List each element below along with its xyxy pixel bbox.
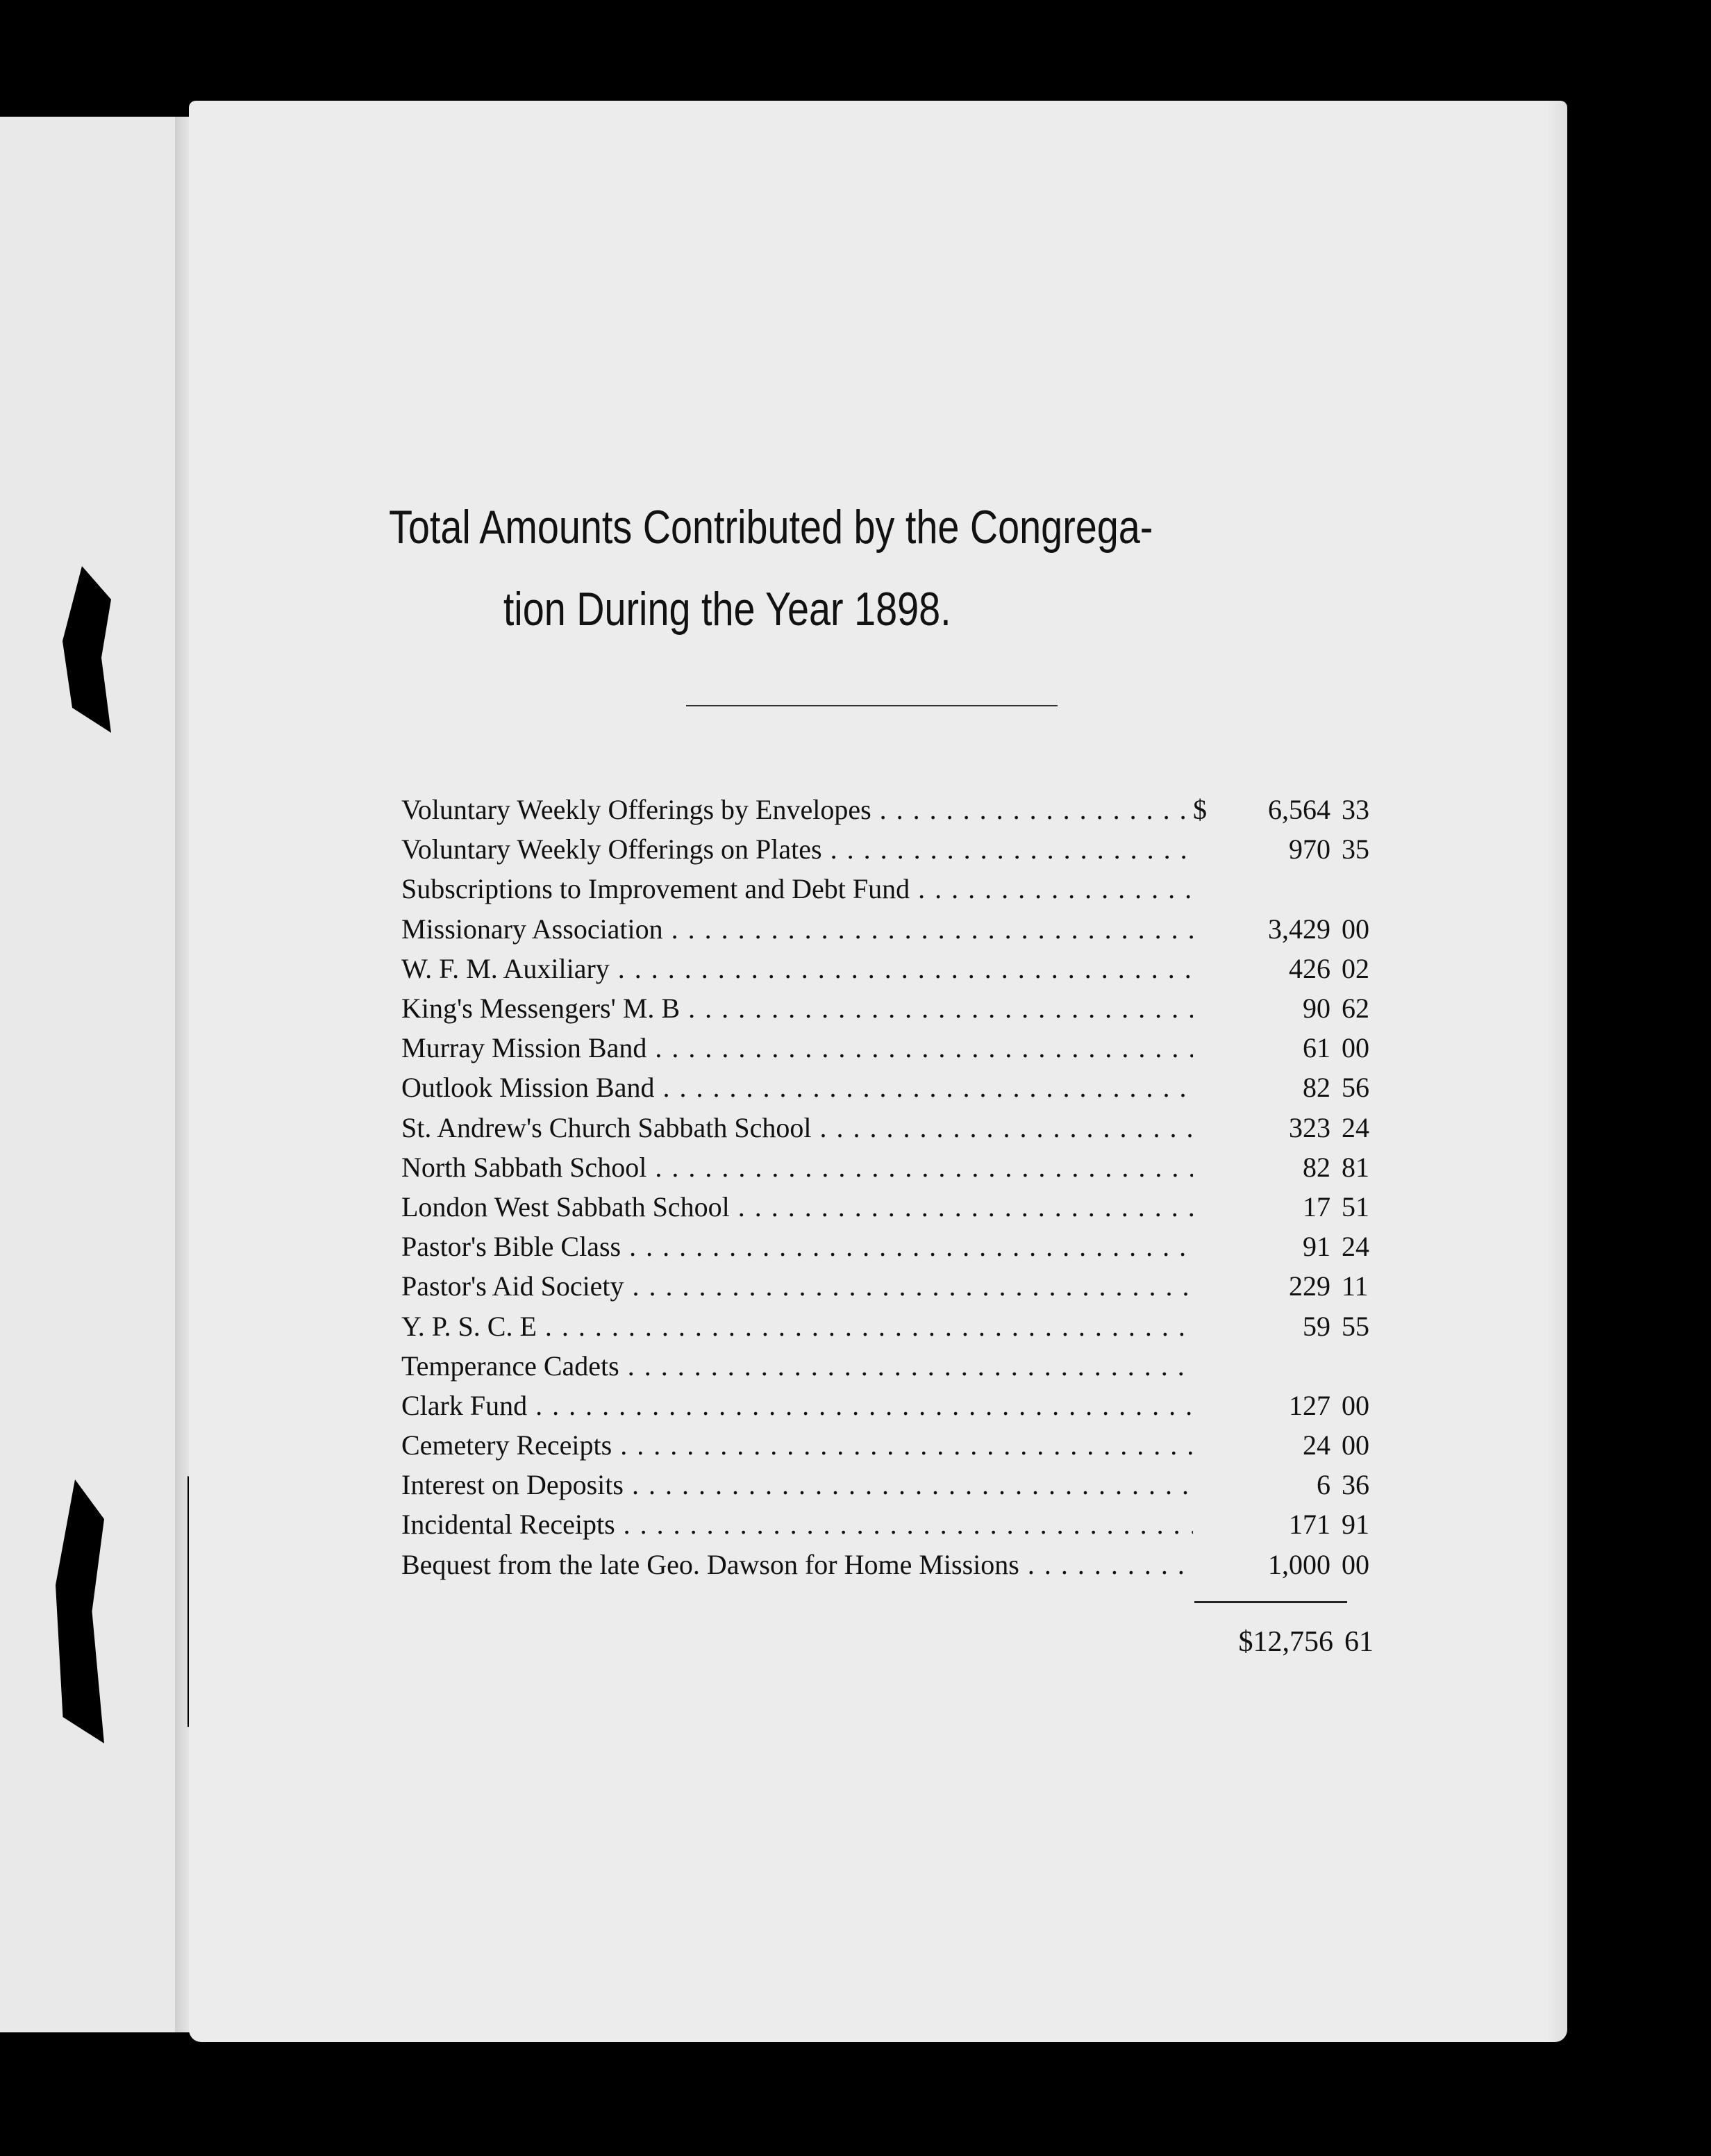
- table-row: [401, 988, 1387, 1028]
- row-cents: 35: [1342, 834, 1369, 865]
- row-cents: 00: [1342, 1389, 1369, 1421]
- row-label: North Sabbath School . . .: [401, 1151, 1193, 1184]
- row-dollar-sign: $: [1193, 794, 1207, 826]
- row-label: Clark Fund . . .: [401, 1389, 1193, 1422]
- page-title: [389, 486, 1186, 650]
- row-dollars: 3,429: [1268, 913, 1330, 945]
- row-label: W. F. M. Auxiliary . . .: [401, 952, 1193, 985]
- row-dollars: 82: [1303, 1151, 1330, 1183]
- row-label: Pastor's Bible Class . . .: [401, 1230, 1193, 1263]
- row-label: London West Sabbath School . . .: [401, 1191, 1193, 1223]
- table-row: [401, 1266, 1387, 1306]
- table-row: [401, 869, 1387, 909]
- row-cents: 91: [1342, 1509, 1369, 1541]
- row-label: Bequest from the late Geo. Dawson for Home Missions . . .: [401, 1548, 1193, 1581]
- page-title-line-1: Total Amounts Contributed by the Congrega-: [389, 501, 1153, 554]
- row-amount: [1193, 1465, 1385, 1504]
- grand-total-cents: 61: [1344, 1626, 1374, 1658]
- table-row: [401, 1346, 1387, 1386]
- row-amount: [1193, 790, 1385, 829]
- row-label: Incidental Receipts . . .: [401, 1508, 1193, 1541]
- row-cents: 51: [1342, 1191, 1369, 1222]
- row-cents: 81: [1342, 1151, 1369, 1183]
- row-cents: 55: [1342, 1310, 1369, 1342]
- table-row: [401, 1147, 1387, 1187]
- row-dollars: 17: [1303, 1191, 1330, 1222]
- row-amount: [1193, 1227, 1385, 1266]
- row-amount: [1193, 1386, 1385, 1425]
- row-label: Pastor's Aid Society . . .: [401, 1270, 1193, 1302]
- row-dollars: 127: [1289, 1389, 1330, 1421]
- row-cents: 56: [1342, 1072, 1369, 1104]
- table-row: [401, 909, 1387, 949]
- row-label: Interest on Deposits . . .: [401, 1468, 1193, 1501]
- row-dollars: 6,564: [1268, 794, 1330, 826]
- row-dollars: 229: [1289, 1270, 1330, 1302]
- table-row: [401, 1227, 1387, 1266]
- row-label: Missionary Association . . .: [401, 913, 1193, 945]
- row-cents: 36: [1342, 1469, 1369, 1501]
- row-amount: [1193, 949, 1385, 988]
- table-row: [401, 1028, 1387, 1068]
- row-amount: [1193, 1504, 1385, 1544]
- row-label: St. Andrew's Church Sabbath School . . .: [401, 1111, 1193, 1144]
- table-row: [401, 790, 1387, 829]
- table-row: [401, 1545, 1387, 1584]
- table-row: [401, 1425, 1387, 1465]
- title-divider: [686, 705, 1058, 706]
- row-dollars: 426: [1289, 952, 1330, 984]
- row-amount: [1193, 1028, 1385, 1068]
- row-dollars: 91: [1303, 1231, 1330, 1263]
- row-amount: [1193, 1187, 1385, 1227]
- row-dollars: 90: [1303, 993, 1330, 1025]
- table-row: [401, 1306, 1387, 1345]
- row-cents: 02: [1342, 952, 1369, 984]
- grand-total-dollars: $12,756: [1238, 1626, 1333, 1658]
- row-dollars: 24: [1303, 1429, 1330, 1461]
- row-cents: 62: [1342, 993, 1369, 1025]
- row-dollars: 970: [1289, 834, 1330, 865]
- row-dollars: 59: [1303, 1310, 1330, 1342]
- row-label: Outlook Mission Band . . .: [401, 1071, 1193, 1104]
- row-label: Y. P. S. C. E . . .: [401, 1310, 1193, 1343]
- table-row: [401, 949, 1387, 988]
- row-amount: [1193, 909, 1385, 949]
- page-edge-shadow: [1546, 101, 1567, 2042]
- table-row: [401, 1187, 1387, 1227]
- row-label: Cemetery Receipts . . .: [401, 1429, 1193, 1461]
- row-amount: [1193, 1545, 1385, 1584]
- row-cents: 11: [1342, 1270, 1369, 1302]
- row-amount: [1193, 1068, 1385, 1107]
- row-amount: [1193, 988, 1385, 1028]
- row-amount: [1193, 869, 1385, 909]
- table-row: [401, 1068, 1387, 1107]
- row-label: Voluntary Weekly Offerings on Plates . . .: [401, 833, 1193, 865]
- row-amount: [1193, 1266, 1385, 1306]
- table-row: [401, 829, 1387, 869]
- page-title-line-2: tion During the Year 1898.: [503, 583, 951, 636]
- table-row: [401, 1465, 1387, 1504]
- row-cents: 00: [1342, 1548, 1369, 1580]
- row-amount: [1193, 1147, 1385, 1187]
- row-amount: [1193, 829, 1385, 869]
- row-cents: 00: [1342, 1032, 1369, 1064]
- row-dollars: 1,000: [1268, 1548, 1330, 1580]
- row-amount: [1193, 1306, 1385, 1345]
- row-amount: [1193, 1346, 1385, 1386]
- row-cents: 33: [1342, 794, 1369, 826]
- row-label: King's Messengers' M. B . . .: [401, 992, 1193, 1025]
- row-dollars: 61: [1303, 1032, 1330, 1064]
- row-dollars: 6: [1317, 1469, 1330, 1501]
- table-row: [401, 1504, 1387, 1544]
- total-rule: [1194, 1601, 1347, 1603]
- table-row: [401, 1108, 1387, 1147]
- row-cents: 00: [1342, 913, 1369, 945]
- row-dollars: 323: [1289, 1111, 1330, 1143]
- row-label: Temperance Cadets . . .: [401, 1350, 1193, 1382]
- row-label: Voluntary Weekly Offerings by Envelopes . . .: [401, 793, 1193, 826]
- contributions-table: [401, 790, 1387, 1584]
- table-row: [401, 1386, 1387, 1425]
- row-amount: [1193, 1108, 1385, 1147]
- row-label: Subscriptions to Improvement and Debt Fund . . .: [401, 872, 1193, 905]
- binding-gutter: [175, 117, 190, 2032]
- grand-total: [1193, 1625, 1387, 1667]
- row-cents: 24: [1342, 1111, 1369, 1143]
- row-cents: 24: [1342, 1231, 1369, 1263]
- row-dollars: 82: [1303, 1072, 1330, 1104]
- row-label: Murray Mission Band . . .: [401, 1031, 1193, 1064]
- row-dollars: 171: [1289, 1509, 1330, 1541]
- row-cents: 00: [1342, 1429, 1369, 1461]
- row-amount: [1193, 1425, 1385, 1465]
- facing-page-edge: [0, 117, 175, 2032]
